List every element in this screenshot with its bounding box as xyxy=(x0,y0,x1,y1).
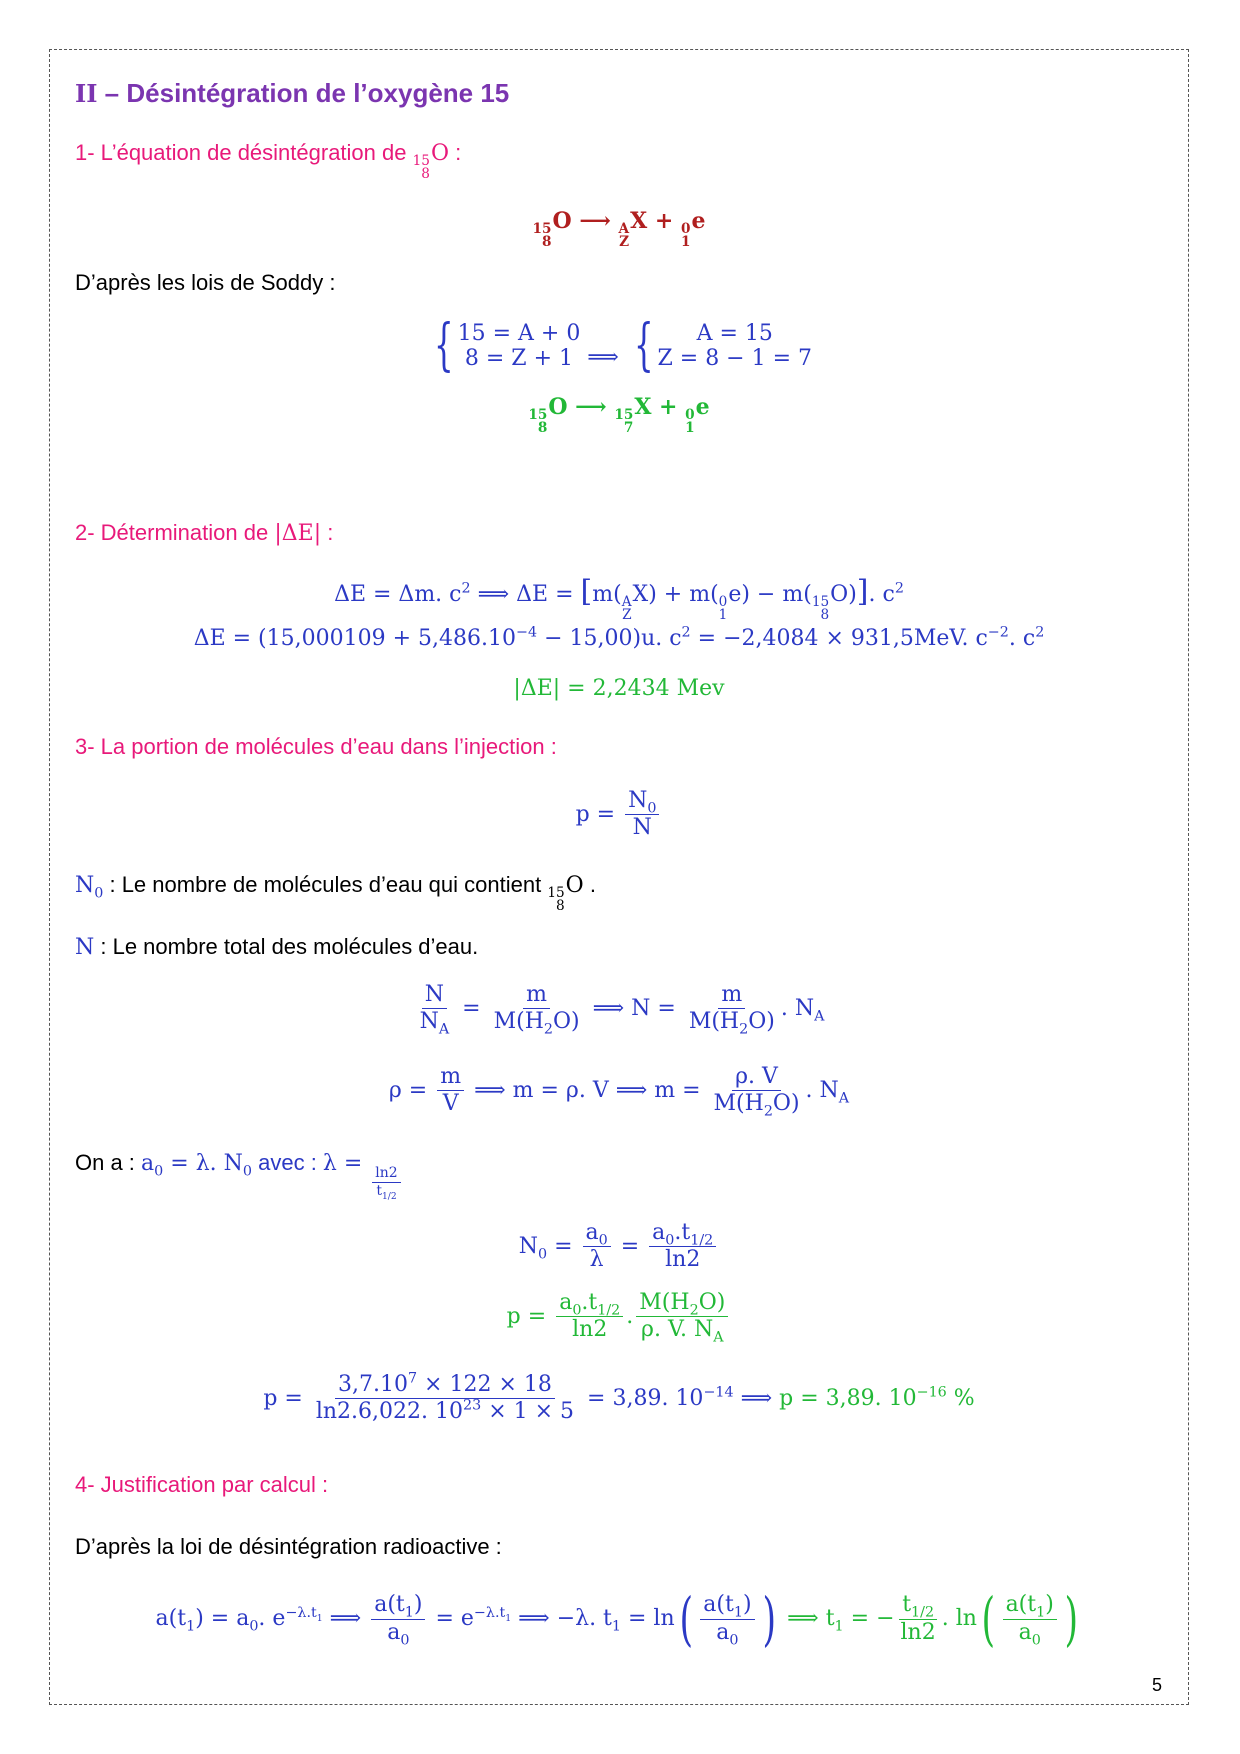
soddy-text: D’après les lois de Soddy : xyxy=(75,270,336,295)
portion-numeric xyxy=(49,1372,1189,1426)
rho-den2: M(H xyxy=(713,1091,764,1117)
eqn-implies: ⟹ N = xyxy=(585,995,683,1021)
eqn-m-den-end-2: O) xyxy=(748,1009,775,1035)
eq1-o-a: 15 xyxy=(532,220,552,237)
soddy-system xyxy=(49,313,1189,378)
de2-e4: 2 xyxy=(1035,624,1045,641)
pdef-num: N xyxy=(628,788,648,813)
law-f4ne: ) xyxy=(1045,1592,1054,1618)
eqn-m-den-2: M(H xyxy=(688,1009,740,1035)
law-e2: −λ.t xyxy=(473,1604,506,1621)
eq2-o-z: 8 xyxy=(537,420,548,437)
law-f1d: a xyxy=(387,1619,401,1645)
de1-lb: [ xyxy=(580,574,593,609)
eq1-e: e xyxy=(691,208,706,234)
pnum-den-b: × 1 × 5 xyxy=(481,1399,575,1425)
eq2-e-a: 0 xyxy=(685,406,695,423)
n0eq-eq: = xyxy=(547,1233,580,1259)
ona-m1: a xyxy=(141,1151,155,1176)
q2-expr: |ΔE| xyxy=(274,521,322,546)
n0eq-lhs: N xyxy=(518,1233,538,1259)
activity-relation xyxy=(75,1150,404,1200)
q2-colon: : xyxy=(321,520,334,545)
de1-oz: 8 xyxy=(820,607,830,624)
n-sym: N xyxy=(75,935,95,960)
law-f2ds: 0 xyxy=(729,1631,739,1648)
ona-t2: avec : xyxy=(252,1150,323,1175)
eqn-m-den: M(H xyxy=(493,1009,544,1035)
eq1-arrow: ⟶ xyxy=(571,208,619,234)
eq1-o: O xyxy=(552,208,572,234)
ona-m2: = λ. N xyxy=(163,1151,243,1176)
n-definition xyxy=(75,934,478,960)
eqp-n2a: M(H xyxy=(639,1290,690,1315)
law-f2n: a(t xyxy=(703,1592,734,1618)
law-eq: = e xyxy=(428,1606,474,1631)
law-a0s: 0 xyxy=(249,1618,259,1635)
eq2-x: X xyxy=(634,394,652,420)
law-e1s: 1 xyxy=(316,1612,323,1624)
law-f2ne: ) xyxy=(742,1592,752,1618)
eq1-x-z: Z xyxy=(619,234,630,251)
de1-ea: 0 xyxy=(718,593,728,610)
eqp-n2b: O) xyxy=(698,1290,726,1315)
de1-ez: 1 xyxy=(718,607,728,624)
rho-num2: ρ. V xyxy=(732,1064,781,1091)
n0eq-n2-sub2: 1/2 xyxy=(690,1232,714,1249)
density-equation xyxy=(49,1064,1189,1118)
eqp-d1: ln2 xyxy=(572,1317,608,1343)
ona-t1: On a : xyxy=(75,1150,142,1175)
brace-left: { xyxy=(433,313,454,378)
soddy-line-2: 8 = Z + 1 xyxy=(464,346,574,371)
eq2-e: e xyxy=(695,394,710,420)
ona-m1-sub: 0 xyxy=(154,1163,164,1180)
pnum-num-a: 3,7.10 xyxy=(337,1372,408,1397)
law-imp: ⟹ xyxy=(322,1606,369,1631)
section-roman: II xyxy=(75,79,98,108)
pnum-res-exp: −16 xyxy=(916,1384,947,1401)
decay-law-equation xyxy=(49,1585,1189,1653)
eq2-x-a: 15 xyxy=(614,406,634,423)
de1-p5: ) xyxy=(848,582,857,607)
rho-tail-sub: A xyxy=(838,1090,850,1107)
q1-atomic-number: 8 xyxy=(421,166,430,183)
question-3-heading: 3- La portion de molécules d’eau dans l’injection : xyxy=(75,734,557,759)
energy-equation-2 xyxy=(49,626,1189,651)
pnum-num-b: × 122 × 18 xyxy=(417,1372,552,1397)
pnum-den-a: ln2.6,022. 10 xyxy=(315,1399,463,1425)
eqp-n1a: a xyxy=(559,1290,573,1315)
law-f4ds: 0 xyxy=(1031,1631,1041,1648)
law-ln2: . ln xyxy=(941,1606,977,1631)
eqn-n-den-sub: A xyxy=(438,1021,450,1038)
law-f3d: ln2 xyxy=(900,1619,936,1645)
q1-label: 1- L’équation de désintégration de xyxy=(75,140,413,165)
pnum-num-exp: 7 xyxy=(407,1370,418,1387)
law-f2ns: 1 xyxy=(733,1604,743,1621)
n0-definition xyxy=(75,872,596,914)
eq2-o-a: 15 xyxy=(528,406,548,423)
de1-p6: . c xyxy=(868,582,895,607)
decay-equation-general xyxy=(49,208,1189,250)
ona-m2-sub: 0 xyxy=(242,1163,252,1180)
de2-p4: . c xyxy=(1008,626,1036,651)
eqn-m-den-end: O) xyxy=(552,1009,580,1035)
eqp-lhs: p = xyxy=(506,1303,554,1329)
law-a1e: ) = a xyxy=(195,1606,250,1631)
eqn-n-den: N xyxy=(419,1009,439,1035)
ona-den-sub: 1/2 xyxy=(382,1191,397,1202)
pnum-res-end: % xyxy=(946,1385,975,1411)
de1-rb: ] xyxy=(856,574,869,609)
de1-x: X xyxy=(632,582,649,607)
ona-num: ln2 xyxy=(372,1165,400,1183)
de1-xa: A xyxy=(621,593,632,610)
de1-xz: Z xyxy=(622,607,632,624)
pnum-mid-exp: −14 xyxy=(703,1384,734,1401)
rho-tail: . N xyxy=(805,1077,839,1103)
law-f3ns: 1/2 xyxy=(911,1604,935,1621)
de2-e3: −2 xyxy=(987,624,1009,641)
de1-exp: 2 xyxy=(461,580,471,597)
energy-result: |ΔE| = 2,2434 Mev xyxy=(513,676,725,701)
soddy-result-2: Z = 8 − 1 = 7 xyxy=(657,346,813,371)
rho-mid: ⟹ m = ρ. V ⟹ m = xyxy=(467,1077,708,1103)
de1-p4: ) − m( xyxy=(741,582,812,607)
de1-o: O xyxy=(830,582,849,607)
law-t1s2: 1 xyxy=(834,1618,844,1635)
de1-m1: m( xyxy=(592,582,622,607)
eqn-tail-sub: A xyxy=(814,1008,825,1025)
de1-e: e xyxy=(728,582,742,607)
de2-p1: ΔE = (15,000109 + 5,486.10 xyxy=(193,626,516,651)
law-e2s: 1 xyxy=(505,1612,512,1624)
q1-mass-number: 15 xyxy=(412,152,430,169)
page-number: 5 xyxy=(1152,1675,1163,1695)
eq2-x-z: 7 xyxy=(623,420,634,437)
n-text: : Le nombre total des molécules d’eau. xyxy=(94,934,479,959)
pnum-den-exp: 23 xyxy=(463,1398,482,1415)
law-e1: −λ.t xyxy=(285,1604,317,1621)
n0eq-d2: ln2 xyxy=(665,1247,701,1273)
paren-open-2: ( xyxy=(981,1585,996,1653)
de1-oa: 15 xyxy=(811,593,830,610)
eq1-plus: + xyxy=(647,208,681,234)
eq2-plus: + xyxy=(651,394,686,420)
eqn-eq: = xyxy=(455,995,488,1021)
eqp-n1-sub2: 1/2 xyxy=(597,1302,621,1319)
eqn-tail: . N xyxy=(780,995,815,1021)
pdef-den: N xyxy=(632,815,652,841)
rho-den2-sub: 2 xyxy=(763,1103,773,1120)
rho-lhs: ρ = xyxy=(388,1077,435,1103)
eq2-arrow: ⟶ xyxy=(567,394,615,420)
eqn-m-num: m xyxy=(523,982,550,1009)
portion-formula xyxy=(49,1290,1189,1344)
n0eq-lhs-sub: 0 xyxy=(537,1246,548,1263)
eq1-x: X xyxy=(630,208,648,234)
eqn-m-den-sub: 2 xyxy=(543,1021,553,1038)
law-eq2: = ln xyxy=(621,1606,675,1631)
n0eq-eq2: = xyxy=(613,1233,647,1259)
eqp-dot: . xyxy=(626,1303,634,1329)
paren-open: ( xyxy=(679,1585,693,1653)
section-dash: – xyxy=(97,78,127,108)
eqn-n-num: N xyxy=(422,982,447,1009)
law-f4n: a(t xyxy=(1005,1592,1037,1618)
law-a2: . e xyxy=(258,1606,286,1631)
eqp-n1-sub: 0 xyxy=(572,1302,582,1319)
de2-p3: = −2,4084 × 931,5MeV. c xyxy=(690,626,988,651)
pnum-res: p = 3,89. 10 xyxy=(779,1385,917,1411)
law-imp3: ⟹ t xyxy=(780,1606,835,1631)
rho-den: V xyxy=(442,1091,459,1117)
n0-a: 15 xyxy=(547,884,565,901)
n0eq-n2-sub: 0 xyxy=(665,1232,675,1249)
eq2-e-z: 1 xyxy=(685,420,695,437)
energy-equation-1 xyxy=(49,574,1189,623)
section-title-text: Désintégration de l’oxygène 15 xyxy=(126,78,510,108)
pdef-lhs: p = xyxy=(575,801,623,827)
brace-right: { xyxy=(633,313,654,378)
rho-den2-end: O) xyxy=(772,1091,800,1117)
law-f3n: t xyxy=(902,1592,912,1618)
soddy-result-1: A = 15 xyxy=(696,320,773,346)
de2-e2: 2 xyxy=(681,624,691,641)
eq1-x-a: A xyxy=(618,220,630,237)
q1-symbol: O xyxy=(430,141,449,166)
law-f1ne: ) xyxy=(413,1592,423,1618)
question-4-heading: 4- Justification par calcul : xyxy=(75,1472,329,1497)
eqp-d2-sub: A xyxy=(713,1329,724,1346)
ona-m3: λ = xyxy=(322,1151,370,1176)
ona-den: t xyxy=(376,1182,382,1199)
eqp-n1b: .t xyxy=(581,1290,598,1315)
q2-label: 2- Détermination de xyxy=(75,520,275,545)
pnum-lhs: p = xyxy=(263,1385,310,1411)
paren-close: ) xyxy=(762,1585,776,1653)
de2-e1: −4 xyxy=(516,624,538,641)
law-a1s: 1 xyxy=(186,1618,196,1635)
pdef-num-sub: 0 xyxy=(647,800,657,817)
n0eq-n2b: .t xyxy=(674,1220,691,1245)
law-f1ns: 1 xyxy=(404,1604,414,1621)
n0-text: : Le nombre de molécules d’eau qui contient xyxy=(103,872,548,897)
question-1-heading xyxy=(75,140,461,182)
eqp-d2a: ρ. V. N xyxy=(641,1317,714,1343)
law-f4ns: 1 xyxy=(1036,1604,1046,1621)
n0-z: 8 xyxy=(555,898,565,915)
n0-sym: N xyxy=(75,873,95,898)
law-f1n: a(t xyxy=(374,1592,405,1618)
de1-p3: ) + m( xyxy=(648,582,719,607)
law-imp2: ⟹ −λ. t xyxy=(511,1606,612,1631)
de1-p1: ΔE = Δm. c xyxy=(334,582,462,607)
eqn-m-num-2: m xyxy=(718,982,745,1009)
law-eq3: = − xyxy=(843,1606,895,1631)
eq1-o-z: 8 xyxy=(542,234,552,251)
portion-definition xyxy=(49,788,1189,842)
law-a1: a(t xyxy=(155,1606,187,1631)
pnum-mid: = 3,89. 10 xyxy=(580,1385,704,1411)
pnum-implies: ⟹ xyxy=(733,1385,780,1411)
law-f2d: a xyxy=(716,1619,730,1645)
n0eq-n2a: a xyxy=(652,1220,666,1245)
n0-sub: 0 xyxy=(94,885,104,902)
n0-equation xyxy=(49,1220,1189,1274)
n0eq-d1: λ xyxy=(589,1247,604,1273)
n0eq-n1-sub: 0 xyxy=(598,1232,608,1249)
paren-close-2: ) xyxy=(1064,1585,1078,1653)
de1-p2: ⟹ ΔE = xyxy=(470,582,581,607)
molecule-count-equation xyxy=(49,982,1189,1036)
de2-p2: − 15,00)u. c xyxy=(537,626,682,651)
n0-o: O xyxy=(565,873,584,898)
decay-law-text: D’après la loi de désintégration radioactive : xyxy=(75,1534,502,1559)
eq2-o: O xyxy=(548,394,568,420)
law-t1s: 1 xyxy=(611,1618,622,1635)
de1-exp2: 2 xyxy=(894,580,904,597)
law-f4d: a xyxy=(1018,1619,1032,1645)
q1-colon: : xyxy=(449,140,462,165)
eq1-e-a: 0 xyxy=(680,220,691,237)
n0-end: . xyxy=(583,872,596,897)
n0eq-n1: a xyxy=(585,1220,599,1245)
law-f1ds: 0 xyxy=(400,1631,410,1648)
rho-num: m xyxy=(437,1064,464,1091)
soddy-implies: ⟹ xyxy=(580,345,626,370)
section-title xyxy=(75,78,509,109)
decay-equation-final xyxy=(49,394,1189,436)
eqp-n2-sub: 2 xyxy=(689,1302,699,1319)
eq1-e-z: 1 xyxy=(680,234,691,251)
question-2-heading xyxy=(75,520,333,546)
eqn-m-den-sub-2: 2 xyxy=(739,1021,749,1038)
soddy-line-1: 15 = A + 0 xyxy=(457,320,581,346)
